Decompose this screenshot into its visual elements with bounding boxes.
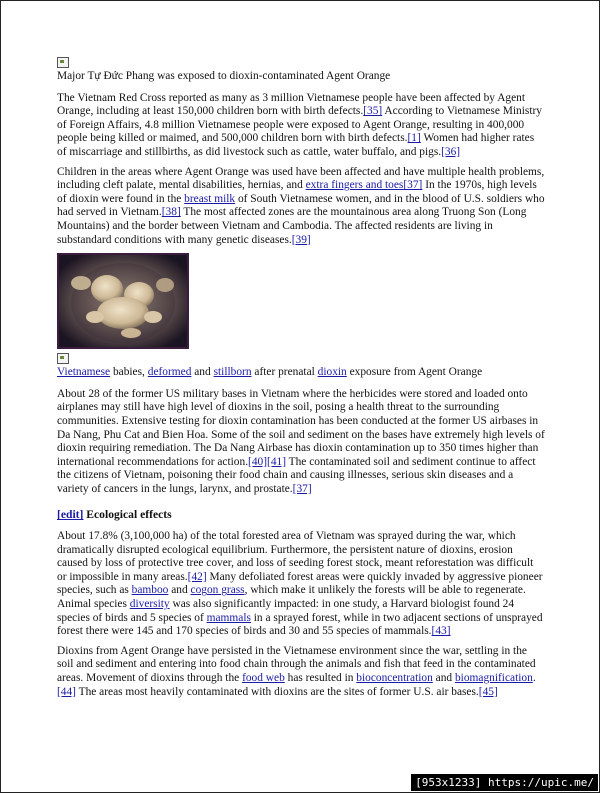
text: The Vietnam Red Cross reported as many as 3 million Vietnamese people have been affected by Agent Orange, including at least 150,000 children born with birth defects.	[57, 91, 526, 118]
text: after prenatal	[251, 366, 318, 379]
heading-text: Ecological effects	[83, 508, 172, 522]
link-diversity[interactable]: diversity	[129, 598, 170, 611]
link-cogon-grass[interactable]: cogon grass	[190, 584, 245, 597]
paragraph-dioxin-persistence	[57, 645, 545, 699]
text: in a sprayed forest, while in two adjacent sections of unsprayed forest there were 145 and 170 species of birds and 30 and 55 species of mammals.	[57, 611, 543, 638]
image-caption-babies	[57, 366, 545, 380]
broken-image-icon[interactable]	[57, 57, 69, 68]
image-caption-phang	[57, 70, 545, 84]
citation-link[interactable]: [36]	[441, 145, 461, 158]
link-mammals[interactable]: mammals	[206, 611, 251, 624]
text: was also significantly impacted: in one study, a Harvard biologist found 24 species of birds and 5 species of	[57, 598, 515, 624]
paragraph-red-cross	[57, 92, 545, 160]
text: According to Vietnamese Ministry of Foreign Affairs, 4.8 million Vietnamese people were exposed to Agent Orange, resulting in 400,000 people being killed or maimed, and 500,000 children born with birth defects.	[57, 105, 542, 145]
text: has resulted in	[284, 672, 357, 684]
citation-link[interactable]: [38]	[161, 206, 181, 219]
link-extra-fingers[interactable]: extra fingers and toes	[305, 179, 404, 192]
text: babies,	[110, 366, 148, 379]
citation-link[interactable]: [37]	[292, 482, 312, 495]
text: and	[168, 584, 191, 597]
citation-link[interactable]: [1]	[407, 132, 421, 145]
link-vietnamese[interactable]: Vietnamese	[57, 366, 111, 379]
link-food-web[interactable]: food web	[242, 672, 285, 684]
article-body	[57, 54, 545, 705]
image-size-watermark: [953x1233] https://upic.me/	[411, 774, 598, 791]
text: and	[191, 366, 214, 379]
link-deformed[interactable]: deformed	[147, 366, 192, 379]
citation-link[interactable]: [40]	[248, 455, 268, 468]
caption-text: Major Tự Đức Phang was exposed to dioxin-contaminated Agent Orange	[57, 70, 391, 82]
citation-link[interactable]: [45]	[478, 685, 498, 698]
link-bioconcentration[interactable]: bioconcentration	[356, 672, 433, 684]
citation-link[interactable]: [39]	[291, 233, 311, 246]
broken-image-icon[interactable]	[57, 353, 69, 364]
paragraph-forest-area	[57, 530, 545, 639]
link-breast-milk[interactable]: breast milk	[184, 192, 236, 205]
citation-link[interactable]: [43]	[431, 625, 451, 638]
edit-link[interactable]: [edit]	[57, 508, 84, 522]
text: and	[432, 672, 455, 684]
text: exposure from Agent Orange	[346, 366, 483, 379]
text: About 28 of the former US military bases in Vietnam where the herbicides were stored and loaded onto airplanes may still have high level of dioxins in the soil, posing a health threat to the surrounding communities. Extensive testing for dioxin contamination has been conducted at the former US airbases in Da Nang, Phu Cat and Bien Hoa. Some of the soil and sediment on the bases have extremely high levels of dioxin requiring remediation. The Da Nang Airbase has dioxin contamination up to 350 times higher than international recommendations for action.	[57, 387, 545, 468]
citation-link[interactable]: [35]	[363, 105, 383, 118]
text: The contaminated soil and sediment continue to affect the citizens of Vietnam, poisoning their food chain and causing illnesses, serious skin diseases and a variety of cancers in the lungs, larynx, and prostate.	[57, 455, 536, 495]
text: In the 1970s, high levels of dioxin were found in the	[57, 179, 537, 205]
text: About 17.8% (3,100,000 ha) of the total forested area of Vietnam was sprayed during the war, which dramatically disrupted ecological equilibrium. Furthermore, the persistent nature of dioxins, erosion caused by loss of protective tree cover, and loss of seeding forest stock, meant reforestation was difficult or impossible in many areas.	[57, 530, 534, 583]
text: , which make it unlikely the forests will be able to regenerate. Animal species	[57, 584, 526, 611]
text: The areas most heavily contaminated with dioxins are the sites of former U.S. air bases.	[75, 685, 479, 698]
paragraph-military-bases	[57, 388, 545, 497]
text: .	[532, 672, 536, 684]
citation-link[interactable]: [42]	[187, 570, 207, 583]
link-dioxin[interactable]: dioxin	[317, 366, 347, 379]
photo-deformed-babies[interactable]	[57, 253, 189, 349]
link-biomagnification[interactable]: biomagnification	[454, 672, 533, 684]
paragraph-children	[57, 166, 545, 248]
text: Women had higher rates of miscarriage and stillbirths, as did livestock such as cattle, water buffalo, and pigs.	[57, 132, 535, 158]
text: The most affected zones are the mountainous area along Truong Son (Long Mountains) and the border between Vietnam and Cambodia. The affected residents are living in substandard conditions with many genetic diseases.	[57, 206, 527, 246]
citation-link[interactable]: [37]	[403, 179, 423, 192]
citation-link[interactable]: [41]	[267, 455, 287, 468]
text: Children in the areas where Agent Orange was used have been affected and have multiple health problems, including cleft palate, mental disabilities, hernias, and	[57, 165, 545, 192]
text: of South Vietnamese women, and in the blood of U.S. soldiers who had served in Vietnam.	[57, 192, 545, 219]
section-heading-ecological-effects	[57, 508, 545, 522]
text: Many defoliated forest areas were quickly invaded by aggressive pioneer species, such as	[57, 570, 543, 597]
link-bamboo[interactable]: bamboo	[131, 584, 169, 597]
citation-link[interactable]: [44]	[57, 685, 76, 698]
text: Dioxins from Agent Orange have persisted in the Vietnamese environment since the war, settling in the soil and sediment and entering into food chain through the animals and fish that feed in the contaminated areas. Movement of dioxins through the	[57, 644, 536, 684]
link-stillborn[interactable]: stillborn	[213, 366, 252, 379]
